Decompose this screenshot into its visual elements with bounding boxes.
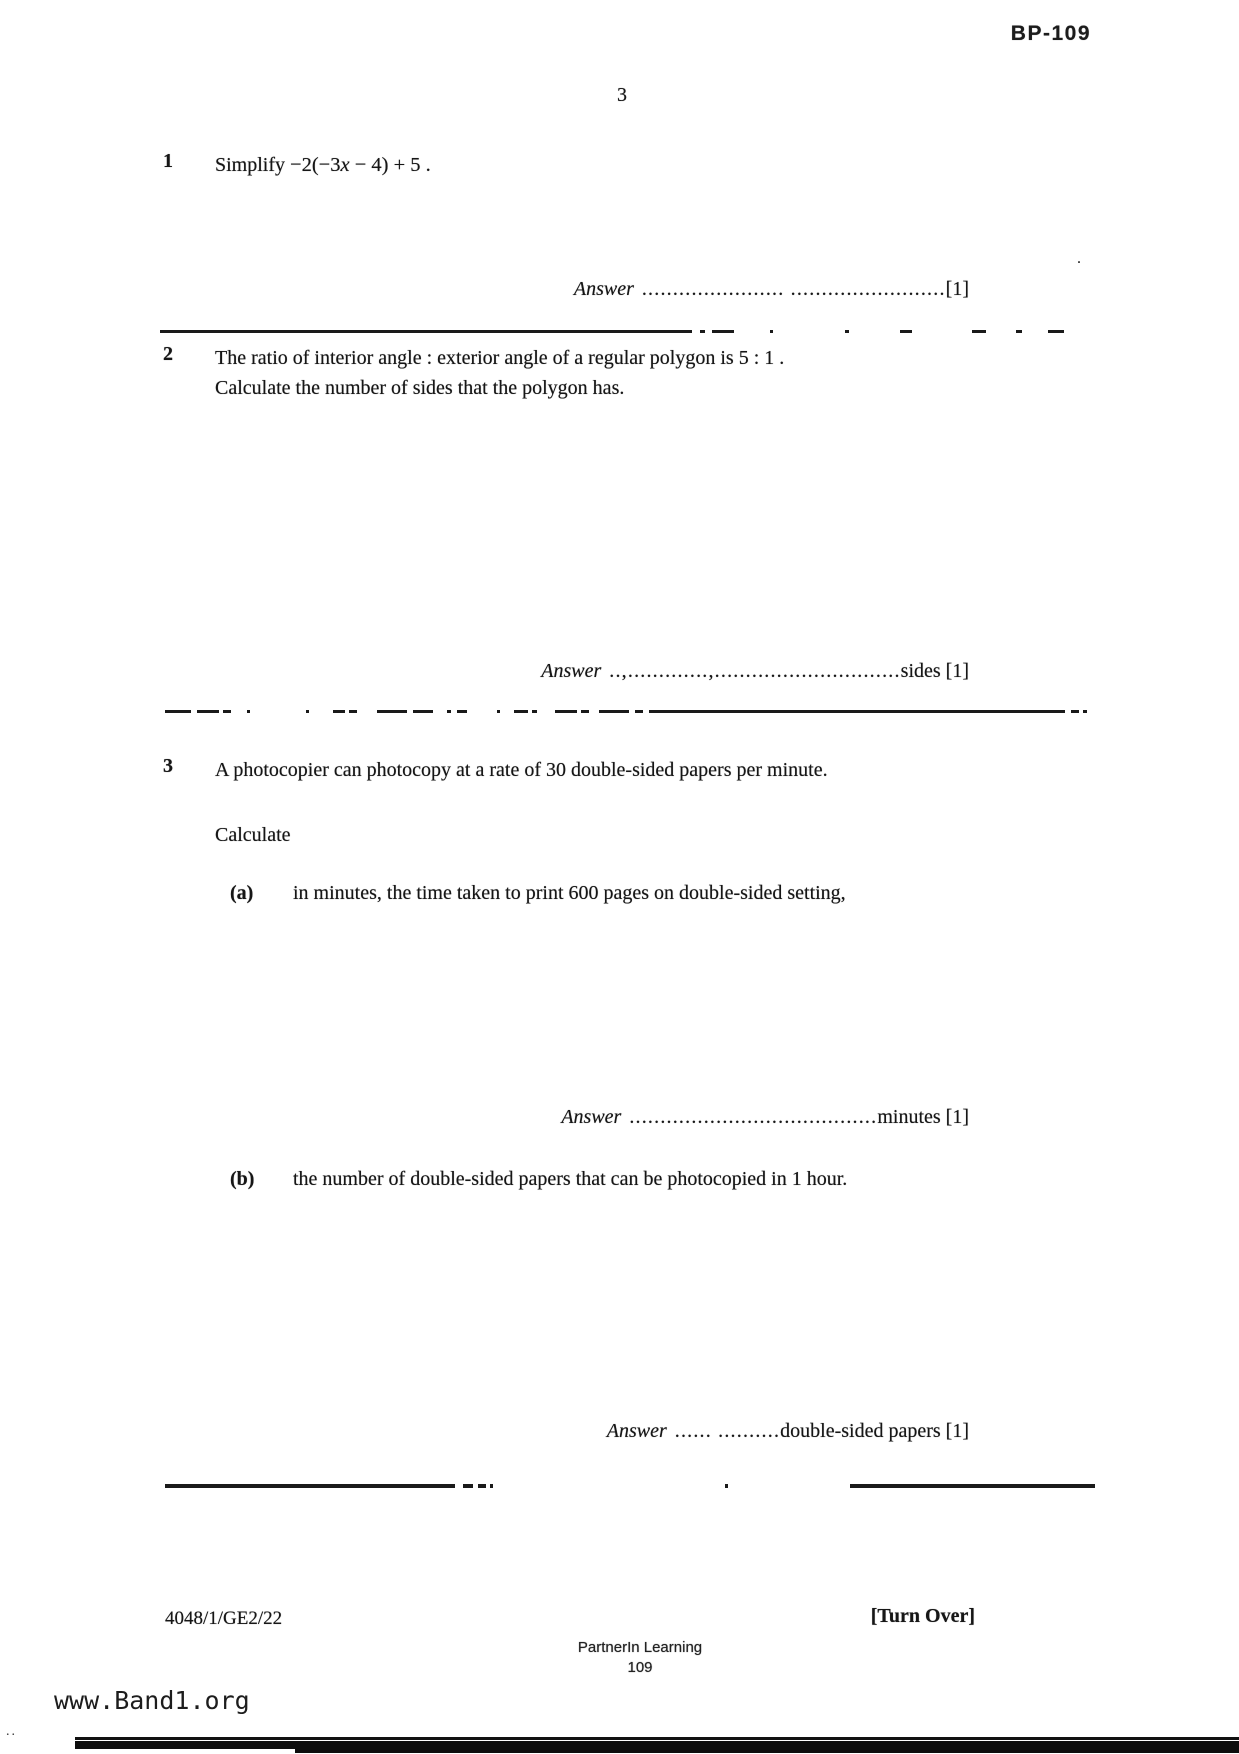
- question-3b-text: the number of double-sided papers that can be photocopied in 1 hour.: [293, 1168, 848, 1190]
- question-1-prompt: Simplify: [215, 154, 286, 176]
- question-2-text: [215, 343, 784, 403]
- question-2-line-1: The ratio of interior angle : exterior angle of a regular polygon is 5 : 1 .: [215, 347, 785, 369]
- answer-dotted-line: ....................... .........................: [641, 278, 946, 300]
- section-divider: [160, 330, 1095, 333]
- question-1-text: [215, 150, 431, 180]
- question-3-intro: A photocopier can photocopy at a rate of 30 double-sided papers per minute.: [215, 759, 828, 781]
- watermark: [440, 1638, 840, 1678]
- page-number: 3: [617, 84, 627, 106]
- site-url: www.Band1.org: [54, 1686, 250, 1715]
- answer-label: Answer: [561, 1106, 622, 1128]
- scan-edge-bar: [75, 1741, 305, 1749]
- answer-label: Answer: [541, 660, 602, 682]
- expression-pre: −2(−3: [290, 154, 341, 176]
- paper-code: 4048/1/GE2/22: [165, 1608, 283, 1629]
- question-2-line-2: Calculate the number of sides that the polygon has.: [215, 377, 625, 399]
- question-3b-label: (b): [230, 1168, 255, 1190]
- scan-speck: ..: [6, 1724, 17, 1739]
- answer-label: Answer: [606, 1420, 667, 1442]
- turn-over-label: [Turn Over]: [870, 1605, 975, 1627]
- answer-mark: [1]: [940, 1420, 969, 1442]
- scan-edge-line: [75, 1737, 1239, 1740]
- question-3a-label: (a): [230, 882, 254, 904]
- booklet-code: BP-109: [1010, 22, 1091, 45]
- question-1-number: 1: [163, 150, 173, 172]
- answer-label: Answer: [573, 278, 634, 300]
- answer-mark: [1]: [945, 278, 969, 300]
- answer-dotted-line: ........................................: [629, 1106, 878, 1128]
- question-3-calculate-label: Calculate: [215, 824, 291, 846]
- answer-unit: double-sided papers: [780, 1420, 941, 1442]
- answer-mark: [1]: [940, 660, 969, 682]
- question-2-number: 2: [163, 343, 173, 365]
- question-1-answer-line: [574, 278, 969, 301]
- question-3-number: 3: [163, 755, 173, 777]
- expression-post: − 4) + 5 .: [349, 154, 431, 176]
- answer-dotted-line: ..,.............,..............................: [609, 660, 901, 682]
- question-3b-answer-line: [607, 1420, 969, 1443]
- watermark-line-2: 109: [627, 1659, 653, 1676]
- question-1-expression: [290, 154, 431, 176]
- scan-speck: .: [1077, 250, 1081, 267]
- watermark-line-1: PartnerIn Learning: [577, 1639, 703, 1656]
- section-divider: [165, 1484, 1095, 1488]
- answer-mark: [1]: [940, 1106, 969, 1128]
- scan-edge-bar: [295, 1741, 1239, 1753]
- question-3a-text: in minutes, the time taken to print 600 pages on double-sided setting,: [293, 882, 846, 904]
- expression-variable: x: [340, 154, 350, 176]
- section-divider: [165, 710, 1095, 713]
- question-2-answer-line: [541, 660, 969, 683]
- answer-unit: minutes: [877, 1106, 941, 1128]
- answer-dotted-line: ...... ..........: [674, 1420, 781, 1442]
- answer-unit: sides: [900, 660, 941, 682]
- question-3a-answer-line: [561, 1106, 969, 1129]
